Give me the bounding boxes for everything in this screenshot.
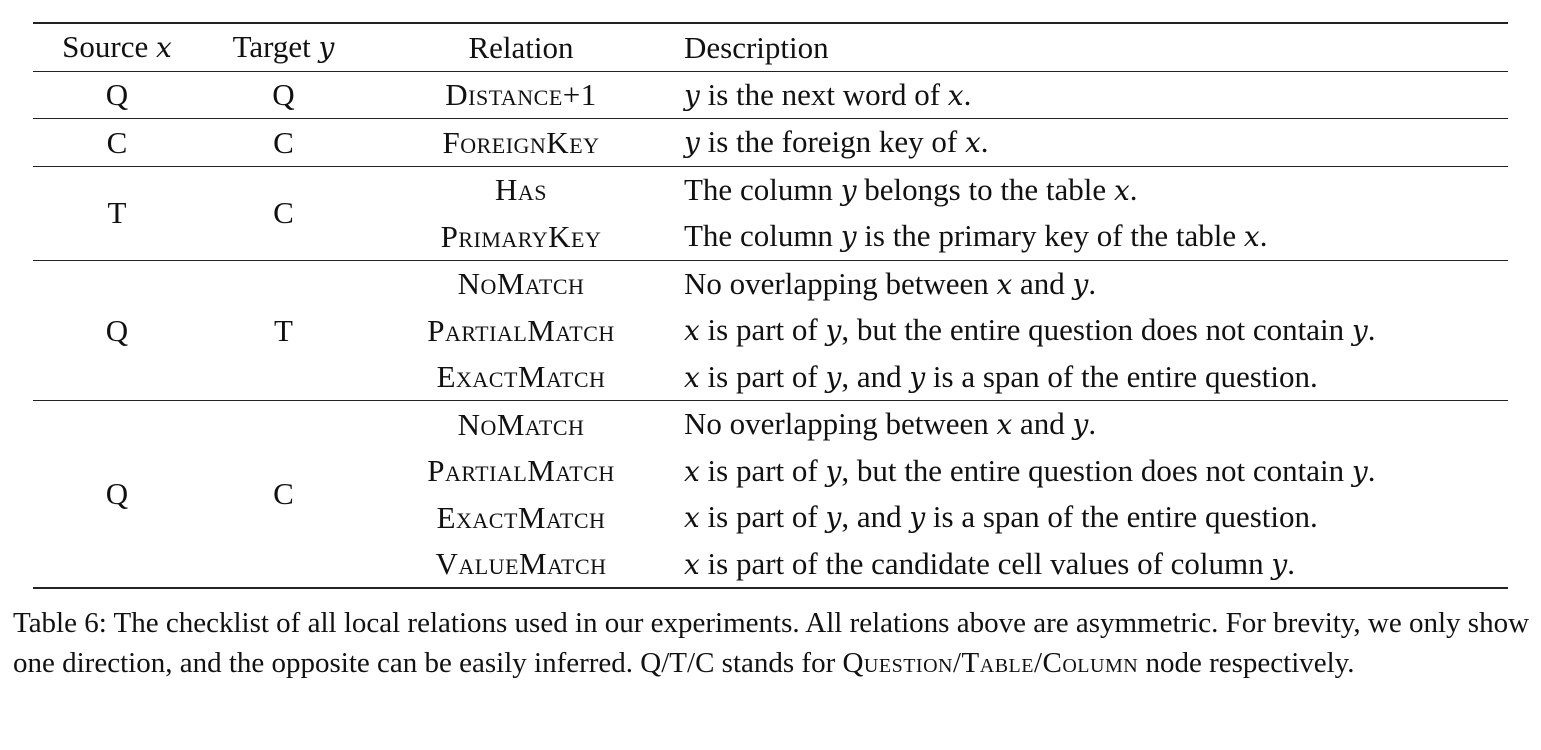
description-text: is the next word of	[699, 76, 948, 112]
description-cell	[676, 354, 1508, 401]
relation-cell: ValueMatch	[435, 546, 607, 581]
header-target	[201, 23, 366, 71]
description-cell	[676, 260, 1508, 307]
description-cell	[676, 307, 1508, 354]
header-source-label: Source	[62, 29, 157, 64]
relation-group	[33, 166, 1508, 260]
caption-text-end: node respectively.	[1138, 647, 1355, 679]
math-variable: y	[909, 360, 926, 394]
math-variable: y	[825, 501, 842, 534]
table-row	[33, 166, 1508, 213]
math-variable: x	[1243, 220, 1260, 253]
relation-group	[33, 260, 1508, 401]
description-cell	[676, 541, 1508, 589]
description-text: is part of	[699, 312, 826, 347]
relation-cell: Has	[494, 172, 547, 207]
source-cell: Q	[105, 312, 129, 348]
description-text: .	[963, 76, 972, 112]
math-variable: x	[1113, 173, 1130, 207]
target-cell: C	[273, 476, 294, 512]
table-row	[33, 260, 1508, 307]
description-text: , but the entire question does not contain	[841, 452, 1352, 488]
description-text: .	[1259, 218, 1268, 253]
math-variable: y	[825, 314, 842, 347]
math-variable: x	[684, 454, 700, 488]
description-text: .	[1129, 171, 1138, 207]
description-text: .	[980, 124, 989, 159]
description-text: The column	[684, 218, 841, 253]
description-text: , and	[841, 499, 910, 534]
header-source-var: x	[156, 31, 172, 64]
description-text: and	[1012, 265, 1073, 301]
description-text: The column	[684, 171, 841, 207]
description-text: , and	[841, 358, 910, 394]
description-cell	[676, 401, 1508, 448]
description-text: belongs to the table	[856, 171, 1114, 207]
description-text: is the primary key of the table	[856, 218, 1244, 253]
header-source	[33, 23, 201, 71]
relation-cell: ExactMatch	[436, 359, 606, 394]
description-text: No overlapping between	[684, 406, 997, 441]
relation-cell: Distance+1	[445, 77, 597, 112]
description-text: is part of	[699, 452, 826, 488]
description-text: and	[1012, 406, 1073, 441]
math-variable: y	[825, 360, 842, 394]
table-row	[33, 401, 1508, 448]
math-variable: y	[1271, 547, 1288, 581]
math-variable: y	[825, 454, 842, 488]
math-variable: y	[1351, 314, 1368, 347]
description-cell	[676, 213, 1508, 260]
relation-cell: ExactMatch	[436, 499, 606, 535]
relation-cell: PartialMatch	[427, 453, 615, 488]
target-cell: T	[274, 312, 293, 348]
math-variable: x	[684, 501, 700, 534]
description-text: is a span of the entire question.	[925, 499, 1318, 534]
description-text: .	[1088, 406, 1097, 441]
math-variable: y	[840, 173, 857, 207]
description-cell	[676, 448, 1508, 495]
header-target-label: Target	[232, 29, 319, 64]
relations-table	[33, 22, 1508, 589]
description-text: .	[1088, 265, 1097, 301]
math-variable: y	[684, 126, 700, 159]
math-variable: x	[996, 267, 1013, 301]
description-text: is part of the candidate cell values of column	[699, 545, 1272, 581]
table-header	[33, 23, 1508, 71]
math-variable: y	[1072, 267, 1089, 301]
source-cell: Q	[105, 476, 129, 512]
math-variable: y	[840, 220, 857, 253]
description-cell	[676, 166, 1508, 213]
table-row	[33, 71, 1508, 119]
source-cell: Q	[105, 77, 129, 112]
relation-cell: ForeignKey	[442, 124, 600, 160]
target-cell: C	[273, 195, 294, 231]
description-text: No overlapping between	[684, 265, 997, 301]
description-text: .	[1287, 545, 1295, 581]
relation-group	[33, 401, 1508, 589]
caption-label: Table 6:	[13, 607, 107, 639]
math-variable: y	[684, 78, 700, 112]
description-cell	[676, 494, 1508, 541]
relation-cell: NoMatch	[457, 266, 585, 301]
math-variable: y	[1351, 454, 1368, 488]
math-variable: y	[909, 501, 926, 534]
relation-cell: NoMatch	[457, 406, 585, 442]
target-cell: C	[273, 124, 294, 160]
table-row	[33, 119, 1508, 167]
math-variable: x	[684, 547, 700, 581]
description-text: is the foreign key of	[699, 124, 965, 159]
description-text: , but the entire question does not contain	[841, 312, 1352, 347]
header-target-var: y	[318, 31, 335, 64]
relation-group	[33, 71, 1508, 119]
caption-node-types: Question/Table/Column	[842, 647, 1139, 679]
description-text: .	[1367, 312, 1376, 347]
math-variable: x	[996, 408, 1013, 441]
source-cell: T	[107, 195, 127, 231]
header-relation: Relation	[468, 29, 574, 65]
relation-group	[33, 119, 1508, 167]
source-cell: C	[106, 124, 128, 160]
math-variable: x	[947, 78, 964, 112]
relation-cell: PartialMatch	[427, 312, 615, 348]
math-variable: x	[684, 314, 700, 347]
math-variable: x	[684, 360, 700, 394]
table-caption	[13, 603, 1533, 683]
relation-cell: PrimaryKey	[440, 218, 602, 254]
caption-text: The checklist of all local relations used in our experiments. All relations above are asymmetric. For brevity, we only show one direction, and the opposite can be easily inferred. Q/T/C stands for	[13, 607, 1530, 679]
description-text: is part of	[699, 358, 826, 394]
description-text: .	[1367, 452, 1376, 488]
description-text: is part of	[699, 499, 826, 534]
description-cell	[676, 119, 1508, 167]
header-description: Description	[684, 29, 829, 65]
target-cell: Q	[272, 77, 295, 112]
math-variable: y	[1072, 408, 1089, 441]
description-cell	[676, 71, 1508, 119]
description-text: is a span of the entire question.	[925, 358, 1318, 394]
math-variable: x	[964, 126, 981, 159]
